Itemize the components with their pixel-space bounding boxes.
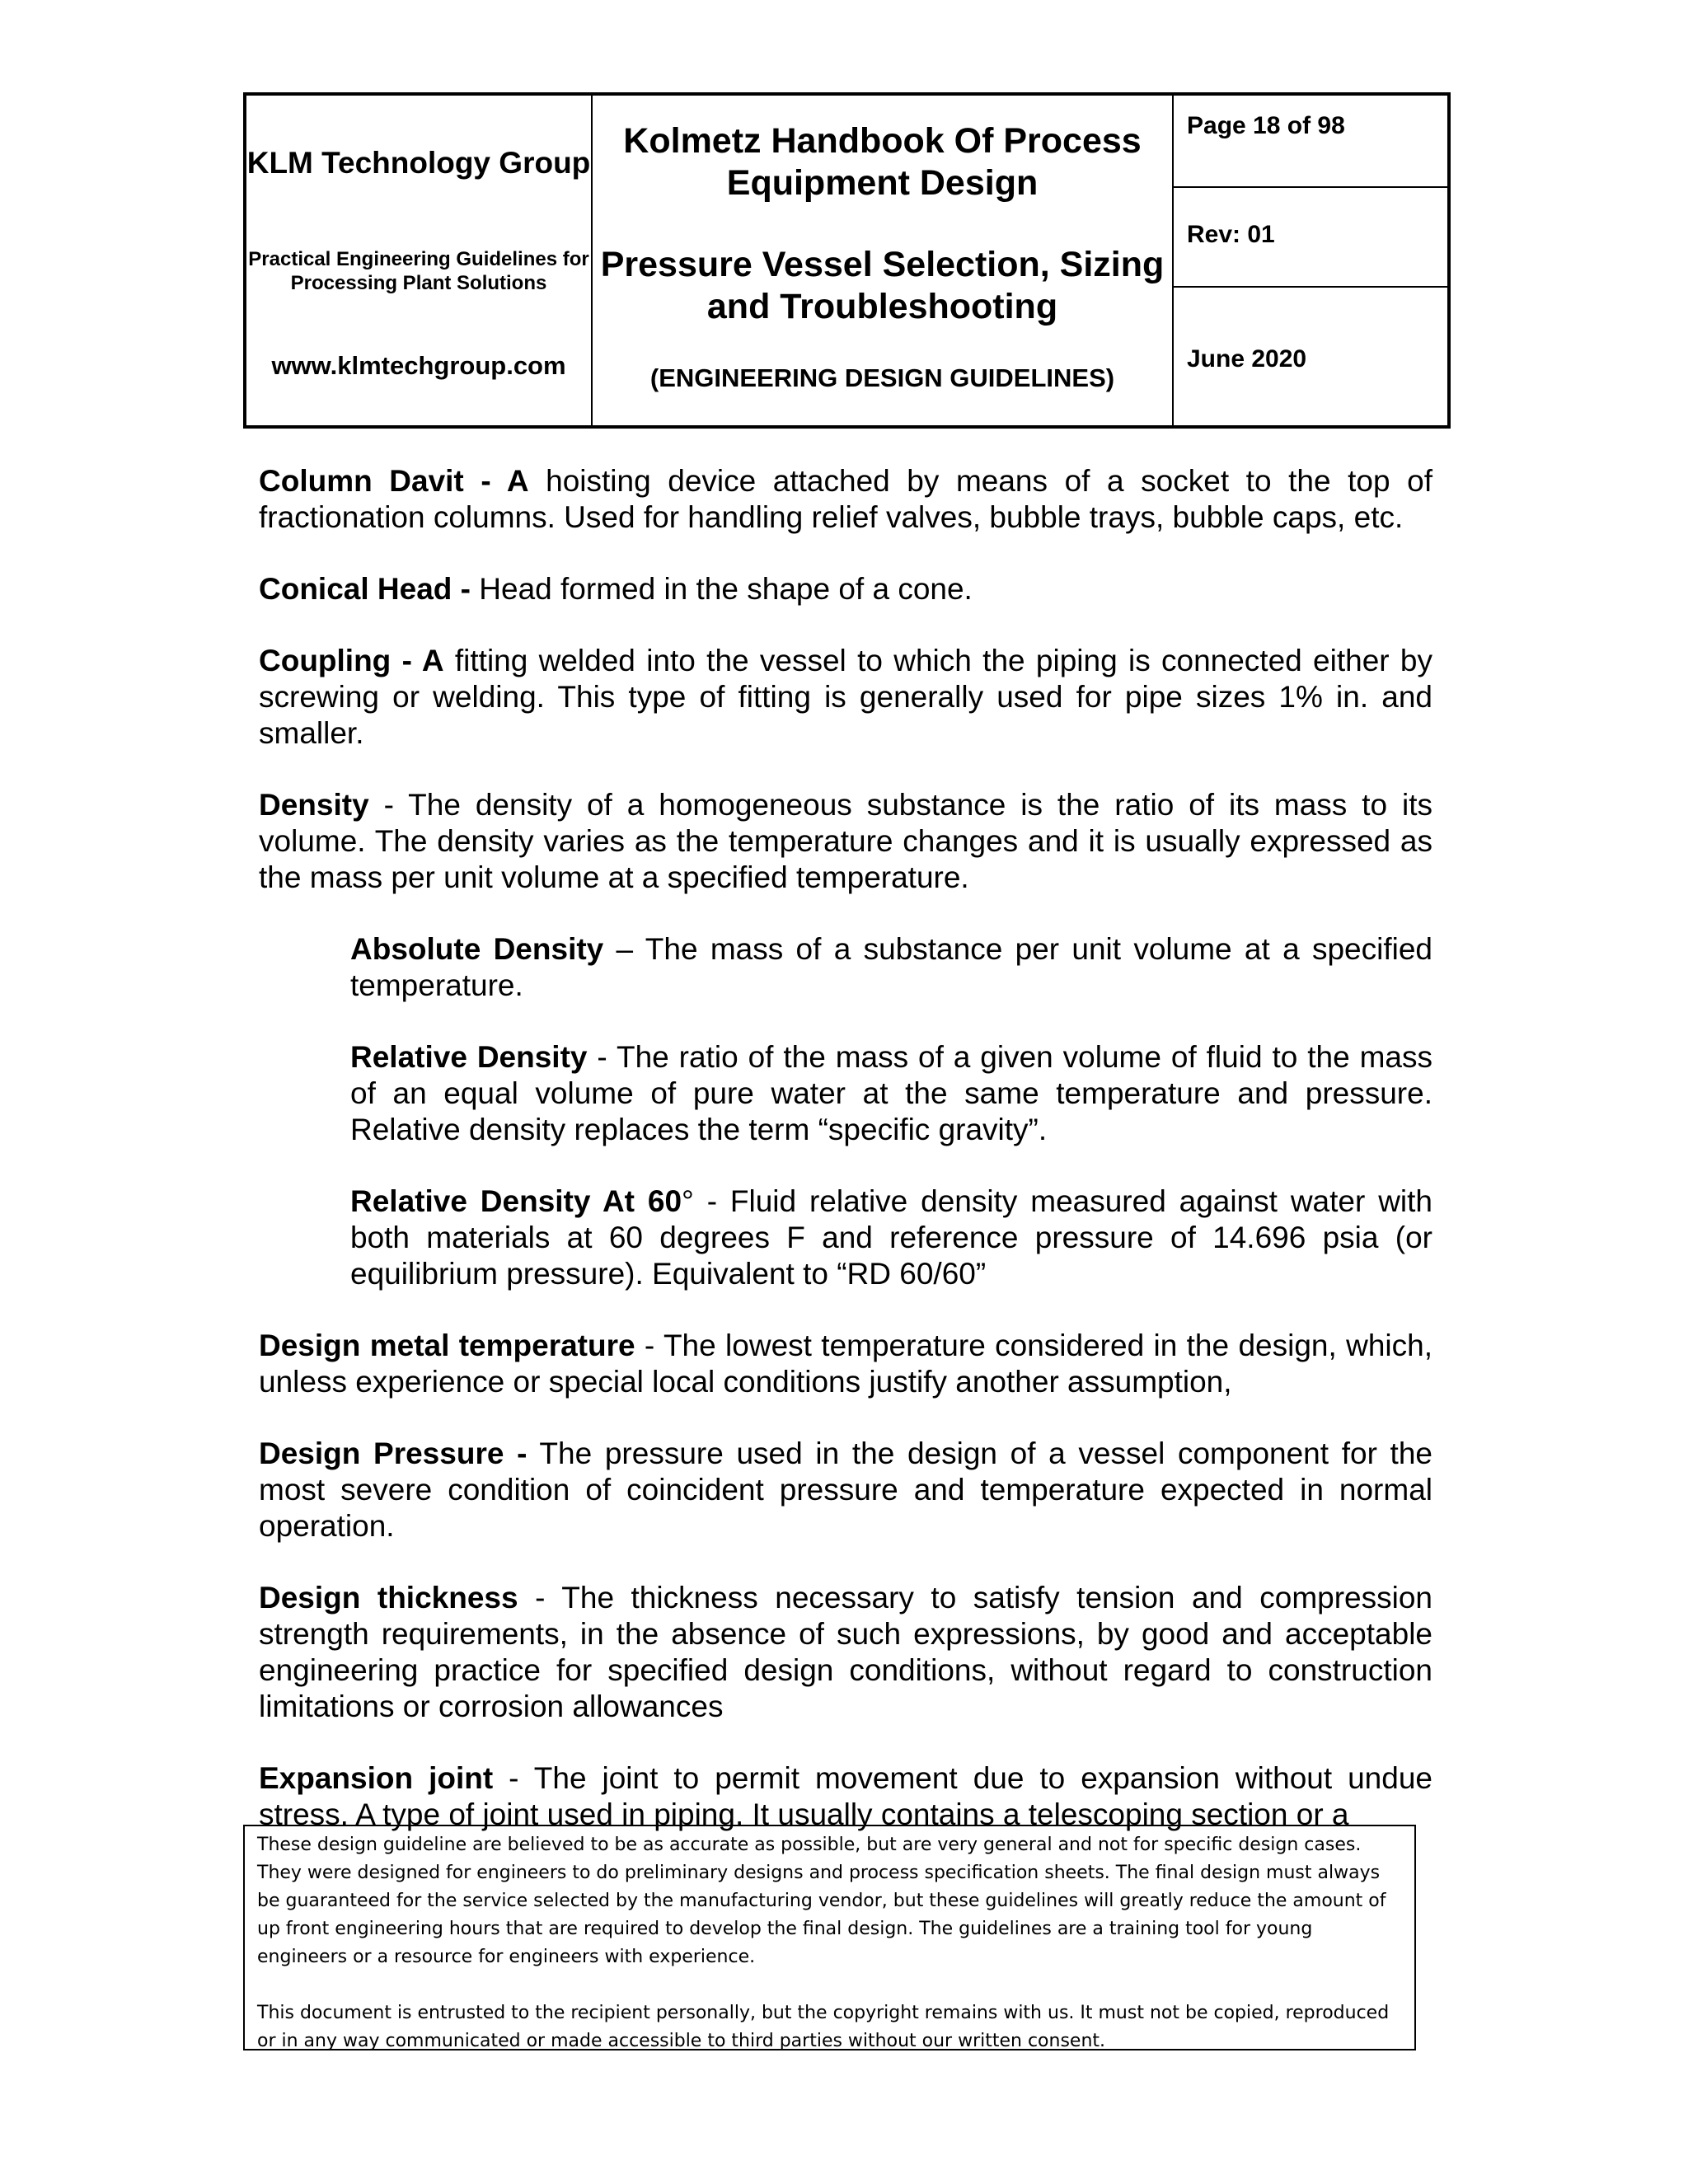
- definition-text: Head formed in the shape of a cone.: [471, 572, 973, 606]
- definition-term: Absolute Density: [350, 932, 604, 966]
- definition-text: ° - Fluid relative density measured against water with both materials at 60 degrees F and reference pressure of 14.696 psia (or equilibrium pressure). Equivalent to “RD 60/60”: [350, 1184, 1432, 1291]
- company-website: www.klmtechgroup.com: [271, 351, 566, 380]
- definition-term: Expansion joint: [259, 1761, 494, 1795]
- copyright-notice: This document is entrusted to the recipient personally, but the copyright remains with us. It must not be copied, reproduced or in any way communicated or made accessible to third parties without our written consent.: [257, 2003, 1390, 2051]
- definition-entry: [259, 571, 1432, 607]
- header-title-cell: [593, 96, 1174, 425]
- sub-definition-entry: [350, 1039, 1432, 1148]
- definition-text: - The thickness necessary to satisfy tension and compression strength requirements, in the absence of such expressions, by good and acceptable engineering practice for specified design conditions, without regard to construction limitations or corrosion allowances: [259, 1581, 1432, 1723]
- sub-definition-entry: [350, 1183, 1432, 1292]
- definition-text: – The mass of a substance per unit volume at a specified temperature.: [350, 932, 1432, 1002]
- definition-entry: [259, 1328, 1432, 1400]
- document-title: Pressure Vessel Selection, Sizing and Troubleshooting: [600, 245, 1165, 326]
- disclaimer-paragraph: These design guideline are believed to be as accurate as possible, but are very general and not for specific design cases. They were designed for engineers to do preliminary designs and process specification sheets. The final design must always be guaranteed for the service selected by the manufacturing vendor, but these guidelines will greatly reduce the amount of up front engineering hours that are required to develop the final design. The guidelines are a training tool for young engineers or a resource for engineers with experience.: [257, 1835, 1386, 1967]
- header-company-cell: [246, 96, 593, 425]
- definition-term: Design thickness: [259, 1581, 518, 1615]
- header-meta-cell: [1174, 96, 1447, 425]
- definition-text: - The joint to permit movement due to expansion without undue stress. A type of joint used in piping. It usually contains a telescoping section or a: [259, 1761, 1432, 1831]
- document-date: June 2020: [1187, 345, 1307, 373]
- company-name: KLM Technology Group: [246, 146, 591, 180]
- definition-term: Coupling - A: [259, 644, 444, 677]
- definition-text: hoisting device attached by means of a socket to the top of fractionation columns. Used for handling relief valves, bubble trays, bubble caps, etc.: [259, 464, 1432, 534]
- definition-entry: [259, 463, 1432, 536]
- definition-term: Design metal temperature: [259, 1329, 635, 1362]
- handbook-title: Kolmetz Handbook Of Process Equipment Design: [623, 121, 1142, 203]
- definition-term: Column Davit - A: [259, 464, 529, 498]
- disclaimer-box: [243, 1825, 1416, 2050]
- revision: Rev: 01: [1174, 188, 1447, 288]
- definition-text: The pressure used in the design of a vessel component for the most severe condition of coincident pressure and temperature expected in normal operation.: [259, 1436, 1432, 1543]
- definition-entry: [259, 1760, 1432, 1833]
- definition-text: fitting welded into the vessel to which the piping is connected either by screwing or welding. This type of fitting is generally used for pipe sizes 1% in. and smaller.: [259, 644, 1432, 750]
- document-header: [243, 92, 1451, 429]
- definition-term: Density: [259, 788, 369, 822]
- definition-entry: [259, 643, 1432, 752]
- definition-term: Conical Head -: [259, 572, 471, 606]
- definition-term: Design Pressure -: [259, 1436, 528, 1470]
- definition-entry: [259, 787, 1432, 896]
- definition-entry: [259, 1436, 1432, 1544]
- definition-term: Relative Density At 60: [350, 1184, 682, 1218]
- document-type: (ENGINEERING DESIGN GUIDELINES): [649, 363, 1115, 392]
- definition-text: - The lowest temperature considered in the design, which, unless experience or special local conditions justify another assumption,: [259, 1329, 1432, 1399]
- definition-text: - The ratio of the mass of a given volume of fluid to the mass of an equal volume of pure water at the same temperature and pressure. Relative density replaces the term “specific gravity”.: [350, 1040, 1432, 1146]
- page-number: Page 18 of 98: [1174, 96, 1447, 188]
- definition-entry: [259, 1580, 1432, 1725]
- definitions-body: [259, 463, 1432, 1833]
- sub-definition-entry: [350, 931, 1432, 1004]
- company-tagline: Practical Engineering Guidelines for Processing Plant Solutions: [248, 248, 589, 294]
- definition-text: - The density of a homogeneous substance is the ratio of its mass to its volume. The density varies as the temperature changes and it is usually expressed as the mass per unit volume at a specified temperature.: [259, 788, 1432, 894]
- definition-term: Relative Density: [350, 1040, 588, 1074]
